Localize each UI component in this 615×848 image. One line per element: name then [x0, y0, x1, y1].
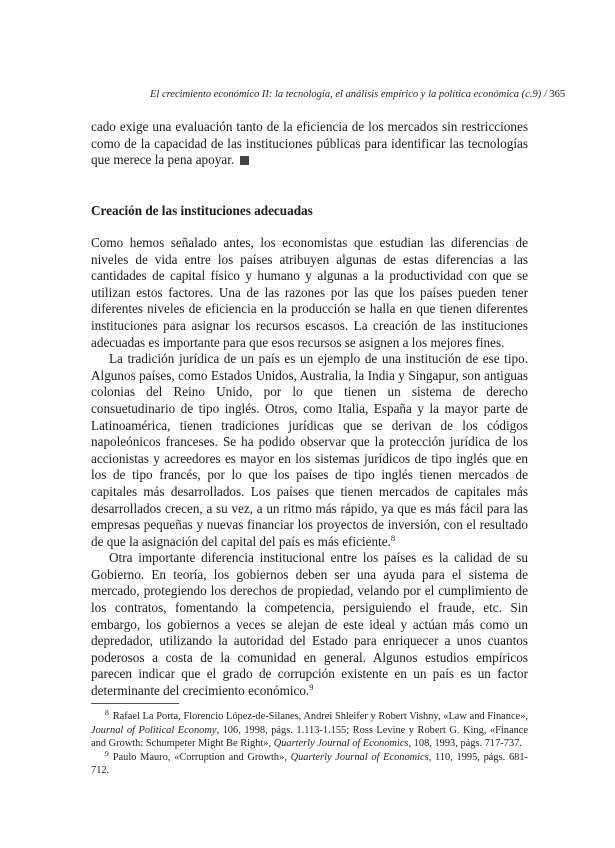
- footnote: [91, 748, 528, 778]
- intro-paragraph: [91, 119, 528, 169]
- footnote-number: 9: [105, 748, 109, 758]
- journal-title: Quarterly Journal of Economics: [273, 738, 409, 750]
- footnote-text: , 106, 1998, págs. 1.113-1.155; Ross Levine y Robert G. King, «Finance and Growth: Schumpeter Might Be Right»,: [91, 724, 528, 750]
- running-head-separator: /: [541, 89, 550, 100]
- footnote: [91, 710, 528, 751]
- body-paragraph: [91, 235, 528, 351]
- running-head: [150, 89, 566, 100]
- page-number: 365: [549, 89, 566, 100]
- body-paragraph: [91, 550, 528, 699]
- paragraph-text: Como hemos señalado antes, los economistas que estudian las diferencias de niveles de vida entre los países atribuyen algunas de estas diferencias a las cantidades de capital físico y humano y algunas a la productividad con que se utilizan estos factores. Una de las razones por las que los países pueden tener diferentes niveles de eficiencia en la producción se halla en que tienen diferentes instituciones para asignar los recursos escasos. La creación de las instituciones adecuadas es importante para que esos recursos se asignen a los mejores fines.: [91, 235, 528, 350]
- paragraph-text: La tradición jurídica de un país es un ejemplo de una institución de ese tipo. Algunos países, como Estados Unidos, Australia, la India y Singapur, son antiguas colonias del Reino Unido, por lo que tienen un sistema de derecho consuetudinario de tipo inglés. Otros, como Italia, España y la mayor parte de Latinoamérica, tienen tradiciones jurídicas que se derivan de los códigos napoleónicos franceses. Se ha podido observar que la protección jurídica de los accionistas y acreedores es mayor en los sistemas jurídicos de tipo inglés que en los de tipo francés, por lo que los países de tipo inglés tienen mercados de capitales más desarrollados. Los países que tienen mercados de capitales más desarrollados crecen, a su vez, a un ritmo más rápido, ya que es más fácil para las empresas pequeñas y nuevas financiar los proyectos de inversión, con el resultado de que la asignación del capital del país es más eficiente.: [91, 351, 528, 549]
- footnote-text: , 110, 1995, págs. 681-712.: [91, 751, 528, 777]
- running-head-title: El crecimiento económico II: la tecnología, el análisis empírico y la política económica (c.9): [150, 89, 542, 100]
- footnote-reference[interactable]: 8: [390, 532, 396, 543]
- footnote-text: Rafael La Porta, Florencio López-de-Silanes, Andrei Shleifer y Robert Vishny, «Law and Finance»,: [112, 711, 528, 722]
- footnote-number: 8: [105, 708, 109, 717]
- footnotes: [91, 710, 528, 778]
- intro-paragraph-text: cado exige una evaluación tanto de la eficiencia de los mercados sin restricciones como de la capacidad de las instituciones públicas para identificar las tecnologías que merece la pena apoyar.: [91, 119, 528, 168]
- section-title: Creación de las instituciones adecuadas: [91, 203, 313, 218]
- intro-text-block: [91, 119, 528, 169]
- end-of-section-mark: [240, 156, 249, 165]
- paragraph-text: Otra importante diferencia institucional entre los países es la calidad de su Gobierno. En teoría, los gobiernos deben ser una ayuda para el sistema de mercado, protegiendo los derechos de propiedad, velando por el cumplimiento de los contratos, fomentando la competencia, persiguiendo el fraude, etc. Sin embargo, los gobiernos a veces se alejan de este ideal y actúan más como un depredador, utilizando la autoridad del Estado para enriquecer a unos cuantos poderosos a costa de la comunidad en general. Algunos estudios empíricos parecen indicar que el grado de corrupción existente en un país es un factor determinante del crecimiento económico.: [91, 550, 528, 699]
- footnote-text: Paulo Mauro, «Corruption and Growth»,: [112, 751, 287, 763]
- body-paragraph: [91, 351, 528, 550]
- journal-title: Journal of Political Economy: [91, 724, 217, 736]
- footnote-reference[interactable]: 9: [309, 682, 314, 693]
- journal-title: Quarterly Journal of Economics: [290, 751, 429, 763]
- section-body: [91, 235, 528, 700]
- footnote-text: , 108, 1993, págs. 717-737.: [408, 738, 522, 750]
- footnote-divider: [91, 703, 179, 704]
